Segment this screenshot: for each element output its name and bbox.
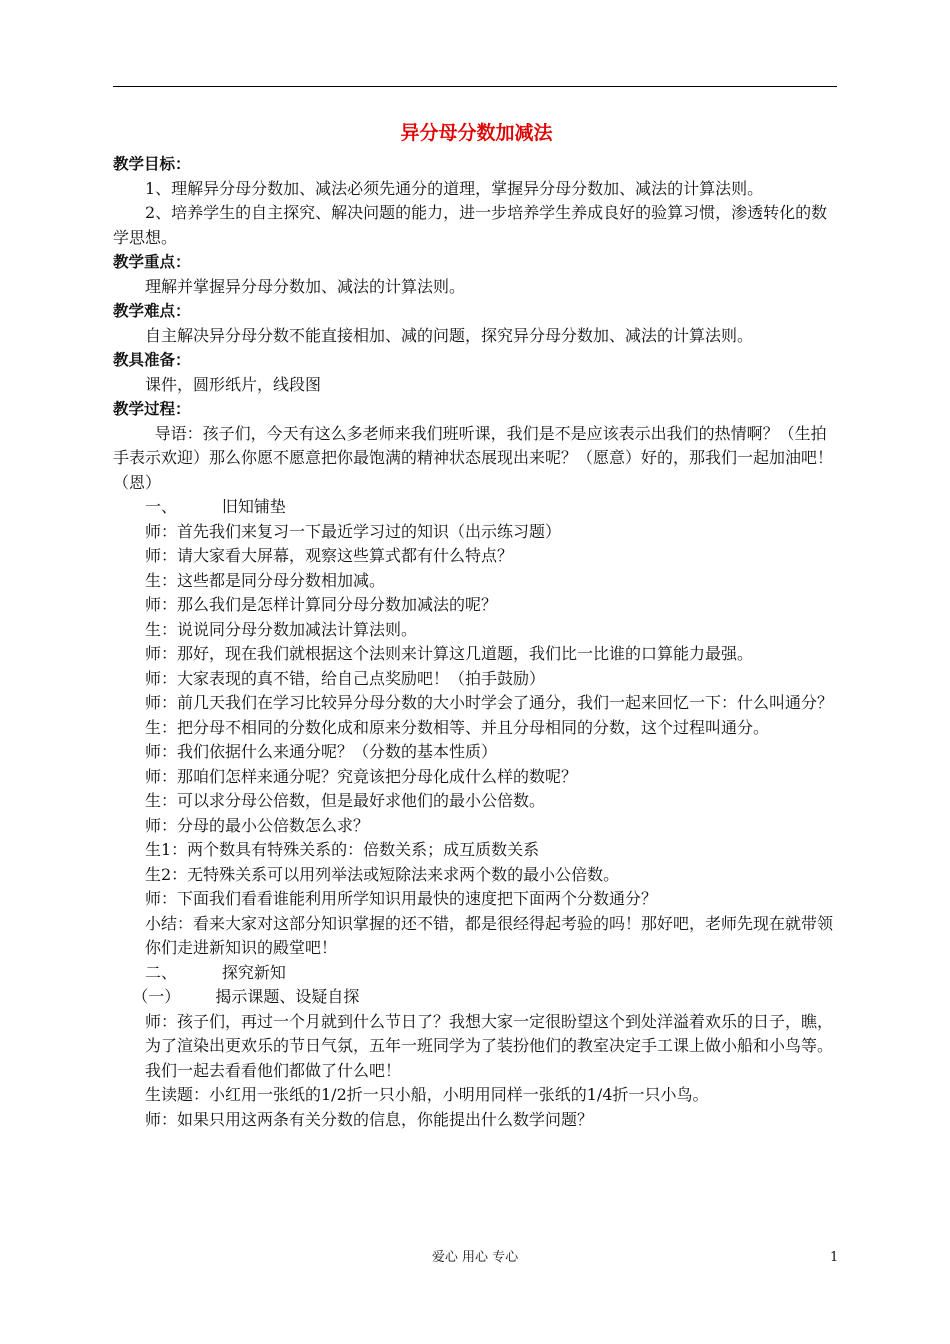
part2-title: 探究新知	[221, 962, 286, 982]
process-heading: 教学过程：	[113, 400, 191, 418]
dialogue-line: 生2：无特殊关系可以用列举法或短除法来求两个数的最小公倍数。	[145, 864, 620, 884]
dialogue-line: 师：那好，现在我们就根据这个法则来计算这几道题，我们比一比谁的口算能力最强。	[145, 644, 754, 663]
dialogue-line: 生读题：小红用一张纸的1/2折一只小船，小明用同样一张纸的1/4折一只小鸟。	[145, 1085, 709, 1104]
tools-text: 课件，圆形纸片，线段图	[145, 374, 322, 394]
dialogue-line: 师：我们依据什么来通分呢？（分数的基本性质）	[145, 742, 498, 761]
dialogue-line: 生：说说同分母分数加减法计算法则。	[145, 619, 418, 639]
part1-title: 旧知铺垫	[221, 497, 286, 516]
page-number: 1	[830, 1250, 839, 1265]
part2-number: 二、	[145, 962, 178, 982]
dialogue-line: 师：孩子们，再过一个月就到什么节日了？我想大家一定很盼望这个到处洋溢着欢乐的日子，瞧，为了渲染出更欢乐的节日气氛，五年一班同学为了装扮他们的教室决定手工课上做小船和小鸟等。我们一起去看看他们都做了什么吧！	[145, 1011, 834, 1080]
footer-motto: 爱心 用心 专心	[431, 1250, 519, 1265]
part1-dialogue	[113, 520, 840, 961]
dialogue-line: 师：如果只用这两条有关分数的信息，你能提出什么数学问题？	[145, 1109, 594, 1129]
part2-sub-number: （一）	[132, 987, 181, 1006]
dialogue-line: 师：那么我们是怎样计算同分母分数加减法的呢？	[145, 595, 498, 614]
document-body	[113, 118, 840, 1132]
dialogue-line: 师：请大家看大屏幕，观察这些算式都有什么特点？	[145, 546, 514, 565]
dialogue-line: 师：前几天我们在学习比较异分母分数的大小时学会了通分，我们一起来回忆一下：什么叫通分？	[145, 693, 834, 712]
part1-heading	[113, 495, 840, 520]
difficulty-text: 自主解决异分母分数不能直接相加、减的问题，探究异分母分数加、减法的计算法则。	[145, 325, 754, 345]
goals-heading: 教学目标：	[113, 155, 191, 173]
dialogue-line: 生1：两个数具有特殊关系的：倍数关系；成互质数关系	[145, 840, 540, 859]
tools-heading: 教具准备：	[113, 351, 191, 369]
header-rule	[113, 86, 837, 87]
part2-sub-heading	[113, 985, 840, 1010]
dialogue-line: 师：那咱们怎样来通分呢？究竟该把分母化成什么样的数呢？	[145, 766, 578, 786]
dialogue-line: 生：把分母不相同的分数化成和原来分数相等、并且分母相同的分数，这个过程叫通分。	[145, 717, 770, 737]
part1-number: 一、	[145, 497, 178, 516]
part2-heading	[113, 961, 840, 986]
key-heading: 教学重点：	[113, 253, 191, 271]
key-text: 理解并掌握异分母分数加、减法的计算法则。	[145, 276, 466, 296]
dialogue-line: 师：首先我们来复习一下最近学习过的知识（出示练习题）	[145, 521, 562, 541]
difficulty-heading: 教学难点：	[113, 302, 191, 320]
dialogue-line: 小结：看来大家对这部分知识掌握的还不错，都是很经得起考验的吗！那好吧，老师先现在就带领你们走进新知识的殿堂吧！	[145, 913, 834, 957]
dialogue-line: 师：分母的最小公倍数怎么求？	[145, 815, 370, 835]
intro-paragraph: 导语：孩子们，今天有这么多老师来我们班听课，我们是不是应该表示出我们的热情啊？（生拍手表示欢迎）那么你愿不愿意把你最饱满的精神状态展现出来呢？（愿意）好的，那我们一起加油吧！（恩）	[113, 423, 834, 492]
part2-dialogue	[113, 1010, 840, 1133]
part2-sub-title: 揭示课题、设疑自探	[215, 987, 360, 1006]
goal-2: 2、培养学生的自主探究、解决问题的能力，进一步培养学生养成良好的验算习惯，渗透转化的数学思想。	[113, 203, 828, 247]
dialogue-line: 师：下面我们看看谁能利用所学知识用最快的速度把下面两个分数通分？	[145, 889, 658, 908]
dialogue-line: 生：可以求分母公倍数，但是最好求他们的最小公倍数。	[145, 791, 546, 810]
document-title: 异分母分数加减法	[400, 122, 553, 144]
goal-1: 1、理解异分母分数加、减法必须先通分的道理，掌握异分母分数加、减法的计算法则。	[145, 178, 764, 198]
dialogue-line: 生：这些都是同分母分数相加减。	[145, 570, 386, 590]
dialogue-line: 师：大家表现的真不错，给自己点奖励吧！（拍手鼓励）	[145, 668, 546, 688]
